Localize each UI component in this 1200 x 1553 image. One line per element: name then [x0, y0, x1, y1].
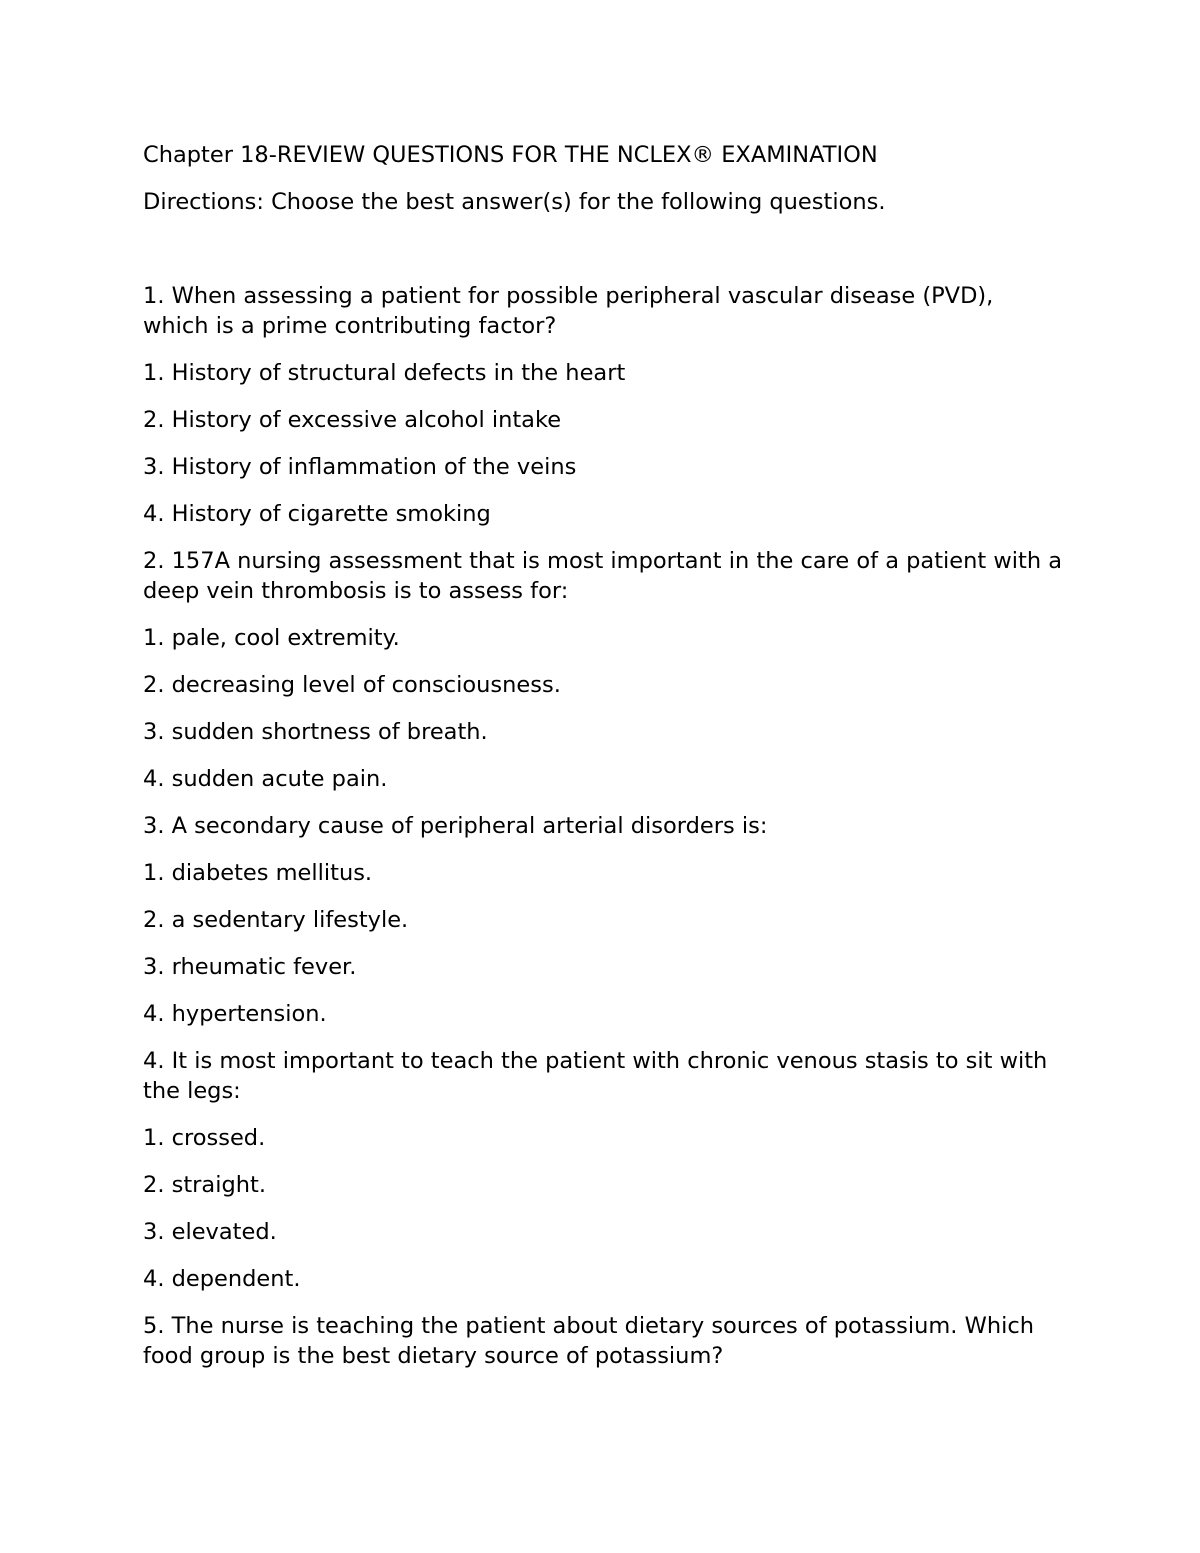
question-text: 3. A secondary cause of peripheral arterial disorders is: [143, 813, 768, 839]
answer-option: 3. elevated. [143, 1219, 277, 1245]
question-text: 2. 157A nursing assessment that is most important in the care of a patient with a deep vein thrombosis is to assess for: [143, 548, 1063, 604]
answer-option: 1. History of structural defects in the heart [143, 360, 626, 386]
directions-text: Directions: Choose the best answer(s) for the following questions. [143, 189, 886, 215]
answer-option: 1. diabetes mellitus. [143, 860, 373, 886]
question-list [143, 281, 1063, 1371]
question-text: 1. When assessing a patient for possible peripheral vascular disease (PVD), which is a prime contributing factor? [143, 283, 994, 339]
answer-option: 4. hypertension. [143, 1001, 327, 1027]
answer-option: 4. sudden acute pain. [143, 766, 388, 792]
answer-option: 3. rheumatic fever. [143, 954, 357, 980]
document-page [143, 140, 1063, 1371]
answer-option: 1. pale, cool extremity. [143, 625, 400, 651]
answer-option: 2. History of excessive alcohol intake [143, 407, 562, 433]
answer-option: 2. decreasing level of consciousness. [143, 672, 561, 698]
answer-option: 3. sudden shortness of breath. [143, 719, 488, 745]
document-title: Chapter 18-REVIEW QUESTIONS FOR THE NCLEX® EXAMINATION [143, 142, 878, 168]
question-text: 5. The nurse is teaching the patient about dietary sources of potassium. Which food group is the best dietary source of potassium? [143, 1313, 1034, 1369]
answer-option: 3. History of inflammation of the veins [143, 454, 577, 480]
answer-option: 2. straight. [143, 1172, 266, 1198]
answer-option: 2. a sedentary lifestyle. [143, 907, 409, 933]
question-text: 4. It is most important to teach the patient with chronic venous stasis to sit with the legs: [143, 1048, 1048, 1104]
answer-option: 4. History of cigarette smoking [143, 501, 491, 527]
answer-option: 1. crossed. [143, 1125, 266, 1151]
answer-option: 4. dependent. [143, 1266, 301, 1292]
